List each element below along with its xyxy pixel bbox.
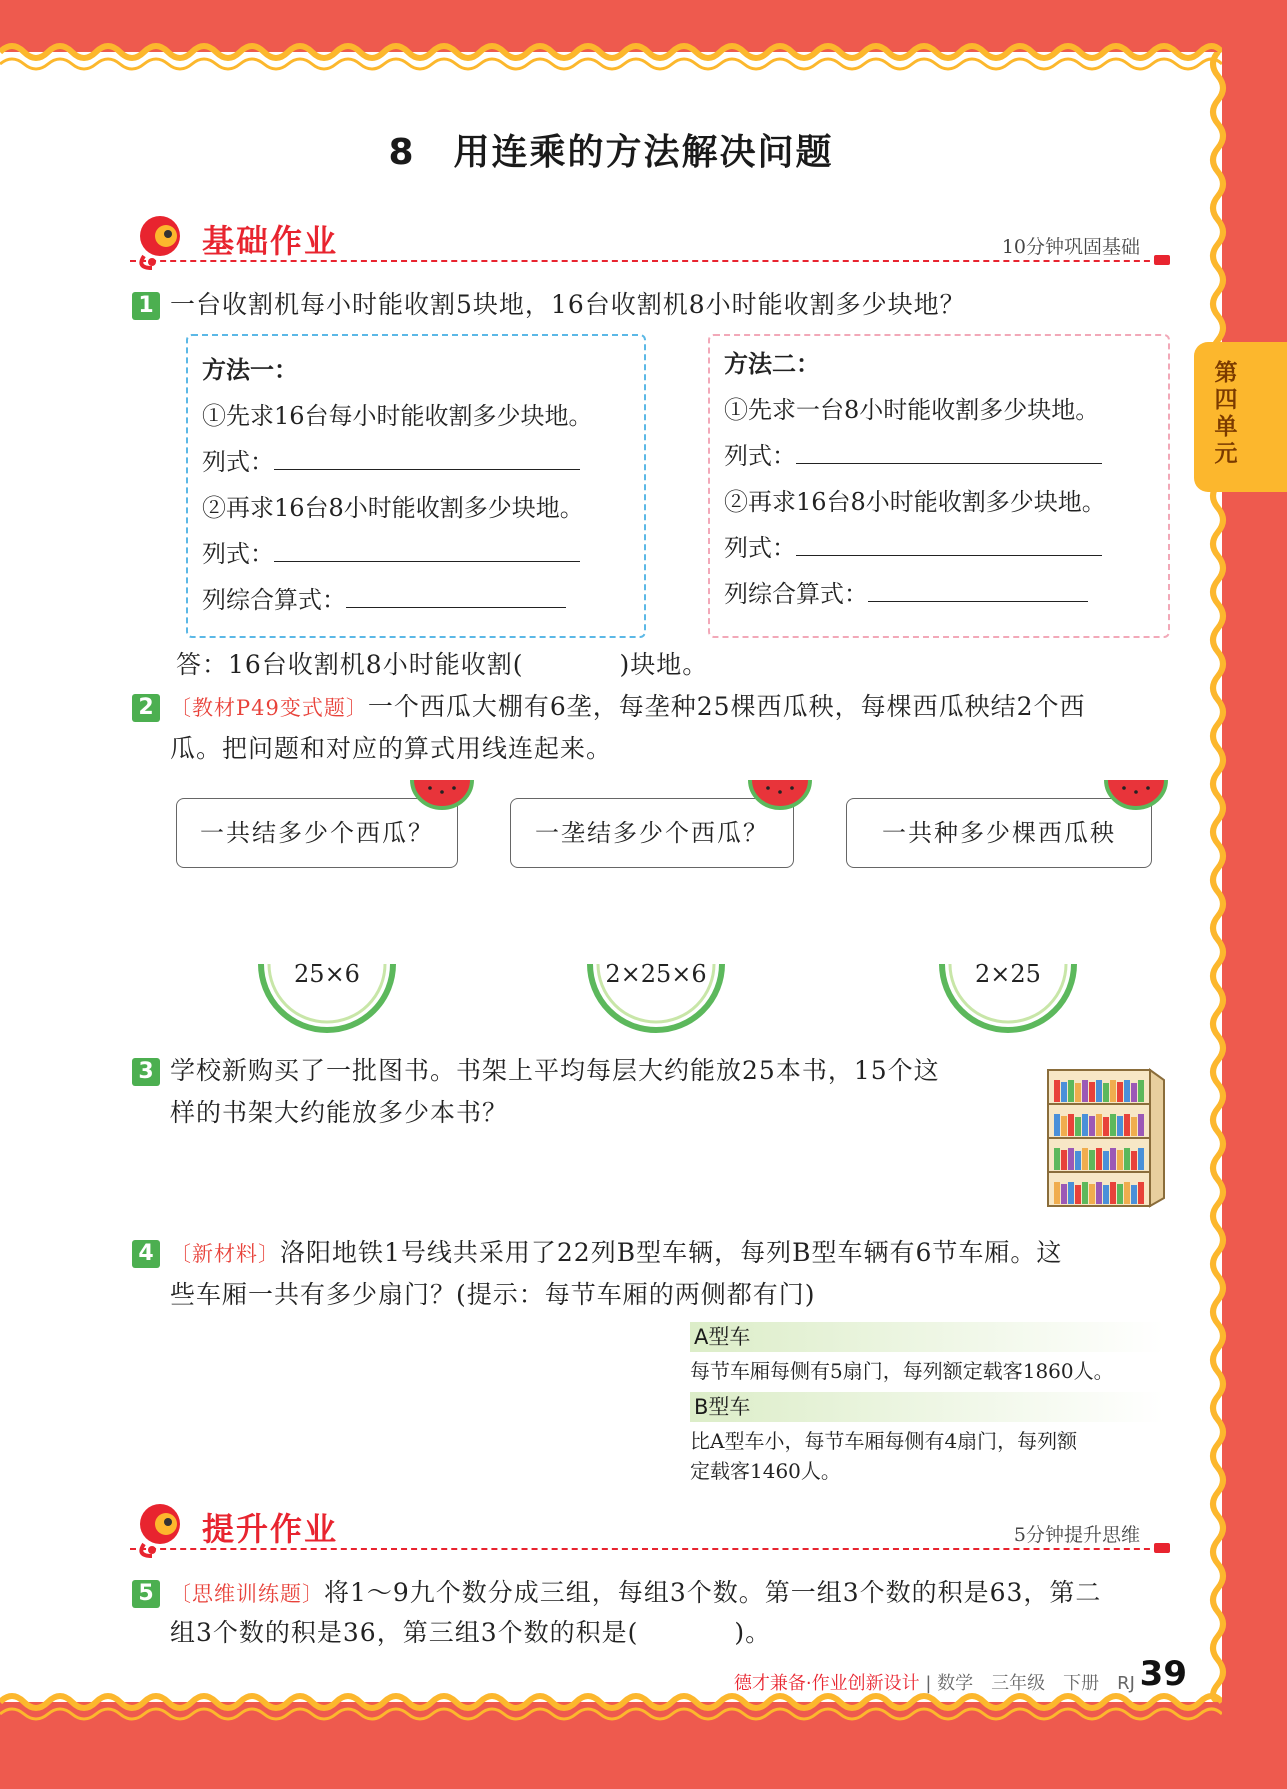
top-wave-border (0, 40, 1222, 80)
footer-credit (734, 1669, 1135, 1695)
answer-blank[interactable] (868, 583, 1088, 602)
section-divider (130, 260, 1170, 262)
question-text-line: 瓜。把问题和对应的算式用线连起来。 (170, 734, 613, 763)
section-title: 基础作业 (202, 222, 339, 260)
train-info-panel (690, 1322, 1164, 1486)
question-text-line: 样的书架大约能放多少本书？ (170, 1098, 509, 1127)
question-text-part: )。 (734, 1618, 772, 1647)
page-number: 39 (1139, 1654, 1187, 1694)
question-number: 2 (132, 694, 160, 722)
section-header-advanced (130, 1500, 1170, 1560)
right-wave-border (1208, 52, 1238, 1702)
unit-tab-label: 第四单元 (1214, 360, 1238, 467)
watermelon-icon (410, 776, 474, 810)
section-divider (130, 1548, 1170, 1550)
formula-label: 2×25×6 (605, 960, 707, 988)
formula-label: 列式： (724, 534, 796, 562)
question-text: 一台收割机每小时能收割5块地，16台收割机8小时能收割多少块地？ (170, 290, 966, 319)
method-step: ①先求16台每小时能收割多少块地。 (202, 402, 593, 430)
method-step: ②再求16台8小时能收割多少块地。 (724, 488, 1106, 516)
info-title: A型车 (690, 1322, 1164, 1352)
formula-card[interactable] (586, 962, 726, 1034)
question-text-line: 些车厢一共有多少扇门？(提示：每节车厢的两侧都有门) (170, 1280, 816, 1309)
question-text-line: 将1～9九个数分成三组，每组3个数。第一组3个数的积是63，第二 (324, 1578, 1102, 1607)
question-card[interactable]: 一垄结多少个西瓜？ (510, 798, 794, 868)
page-title: 8 用连乘的方法解决问题 (388, 132, 834, 173)
answer-blank[interactable] (796, 445, 1102, 464)
section-hint: 5分钟提升思维 (1013, 1524, 1140, 1546)
info-title: B型车 (690, 1392, 1164, 1422)
info-text: 定载客1460人。 (690, 1459, 841, 1483)
formula-row (724, 436, 1102, 471)
watermelon-icon (748, 776, 812, 810)
answer-suffix: )块地。 (619, 650, 709, 679)
question-text-part: 组3个数的积是36，第三组3个数的积是( (170, 1618, 639, 1647)
formula-label: 2×25 (975, 960, 1041, 988)
question-text-line: 一个西瓜大棚有6垄，每垄种25棵西瓜秧，每棵西瓜秧结2个西 (367, 692, 1086, 721)
answer-blank[interactable] (274, 543, 580, 562)
question-card[interactable]: 一共结多少个西瓜？ (176, 798, 458, 868)
answer-blank[interactable] (346, 589, 566, 608)
formula-label: 列综合算式： (724, 580, 868, 608)
info-text: 每节车厢每侧有5扇门，每列额定载客1860人。 (690, 1359, 1114, 1383)
divider-cap (1154, 255, 1170, 265)
question-card[interactable]: 一共种多少棵西瓜秧 (846, 798, 1152, 868)
unit-tab (1194, 342, 1287, 492)
info-text: 比A型车小，每节车厢每侧有4扇门，每列额 (690, 1429, 1078, 1453)
method-two-box (708, 334, 1170, 638)
method-step: ①先求一台8小时能收割多少块地。 (724, 396, 1100, 424)
formula-row (202, 534, 580, 569)
formula-label: 25×6 (294, 960, 360, 988)
method-title: 方法一： (202, 356, 298, 384)
formula-row (202, 442, 580, 477)
footer-separator: | (925, 1673, 932, 1694)
footer-meta: 数学 三年级 下册 RJ (937, 1673, 1135, 1694)
question-text-line: 学校新购买了一批图书。书架上平均每层大约能放25本书，15个这 (170, 1056, 940, 1085)
question-tag: 〔新材料〕 (170, 1242, 280, 1266)
formula-row (202, 580, 566, 615)
question-number: 5 (132, 1580, 160, 1608)
bottom-wave-border (0, 1690, 1222, 1730)
question-text-line: 洛阳地铁1号线共采用了22列B型车辆，每列B型车辆有6节车厢。这 (280, 1238, 1063, 1267)
section-hint: 10分钟巩固基础 (1001, 236, 1140, 258)
question-tag: 〔思维训练题〕 (170, 1582, 324, 1606)
question-number: 1 (132, 292, 160, 320)
formula-label: 列综合算式： (202, 586, 346, 614)
answer-blank[interactable] (796, 537, 1102, 556)
method-one-box (186, 334, 646, 638)
section-header-basic (130, 212, 1170, 272)
formula-row (724, 528, 1102, 563)
question-text-line (170, 1612, 771, 1654)
method-step: ②再求16台8小时能收割多少块地。 (202, 494, 584, 522)
method-title: 方法二： (724, 350, 820, 378)
answer-prefix: 答：16台收割机8小时能收割( (176, 650, 524, 679)
footer-brand: 德才兼备·作业创新设计 (733, 1673, 920, 1694)
bookshelf-icon (1046, 1066, 1166, 1208)
formula-label: 列式： (724, 442, 796, 470)
formula-card[interactable] (938, 962, 1078, 1034)
watermelon-icon (1104, 776, 1168, 810)
divider-cap (1154, 1543, 1170, 1553)
question-tag: 〔教材P49变式题〕 (170, 696, 368, 720)
formula-row (724, 574, 1088, 609)
question-number: 4 (132, 1240, 160, 1268)
question-text (170, 1232, 1062, 1275)
formula-label: 列式： (202, 540, 274, 568)
question-text (170, 1572, 1101, 1615)
formula-label: 列式： (202, 448, 274, 476)
question-text (170, 686, 1086, 729)
section-title: 提升作业 (202, 1510, 339, 1548)
answer-line (176, 644, 708, 686)
formula-card[interactable] (257, 962, 397, 1034)
answer-blank[interactable] (274, 451, 580, 470)
question-number: 3 (132, 1058, 160, 1086)
